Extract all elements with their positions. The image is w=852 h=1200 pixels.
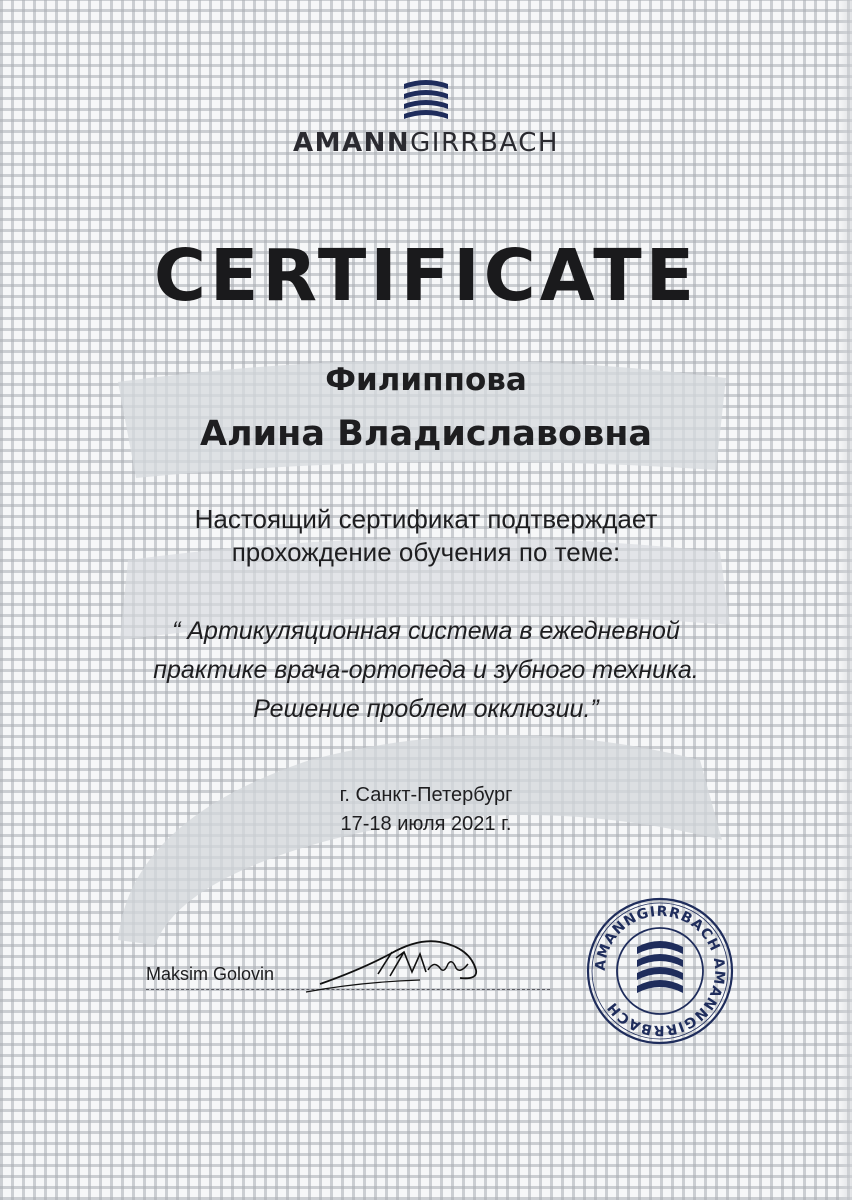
certificate-title: CERTIFICATE — [153, 234, 699, 317]
confirmation-text — [0, 503, 852, 569]
recipient-name — [0, 360, 852, 458]
brand-wordmark-bold: AMANN — [293, 128, 411, 158]
recipient-given-names: Алина Владиславовна — [199, 414, 653, 454]
svg-text:AMANNGIRRBACH AMANNGIRRBACH: AMANNGIRRBACH AMANNGIRRBACH — [592, 903, 728, 1039]
confirmation-line-1: Настоящий сертификат подтверждает — [194, 504, 658, 534]
course-dates: 17-18 июля 2021 г. — [340, 813, 512, 835]
signer-name: Maksim Golovin — [146, 964, 275, 984]
brand-wordmark — [0, 128, 852, 158]
paper-edge-shadow — [838, 0, 852, 1200]
brand-wordmark-light: GIRRBACH — [410, 128, 559, 158]
course-topic-line-3: Решение проблем окклюзии.” — [253, 695, 599, 723]
amanngirrbach-round-stamp-icon — [585, 896, 735, 1046]
place-and-date — [0, 781, 852, 839]
amanngirrbach-wave-logo-icon — [400, 78, 452, 122]
course-city: г. Санкт-Петербург — [339, 784, 513, 806]
brand-logo — [0, 78, 852, 158]
recipient-surname: Филиппова — [325, 362, 527, 398]
course-topic-line-1: “ Артикуляционная система в ежедневной — [172, 617, 680, 645]
handwritten-signature-icon — [300, 918, 500, 996]
course-topic-line-2: практике врача-ортопеда и зубного техника. — [153, 656, 699, 684]
confirmation-line-2: прохождение обучения по теме: — [231, 537, 621, 567]
course-topic — [0, 612, 852, 729]
